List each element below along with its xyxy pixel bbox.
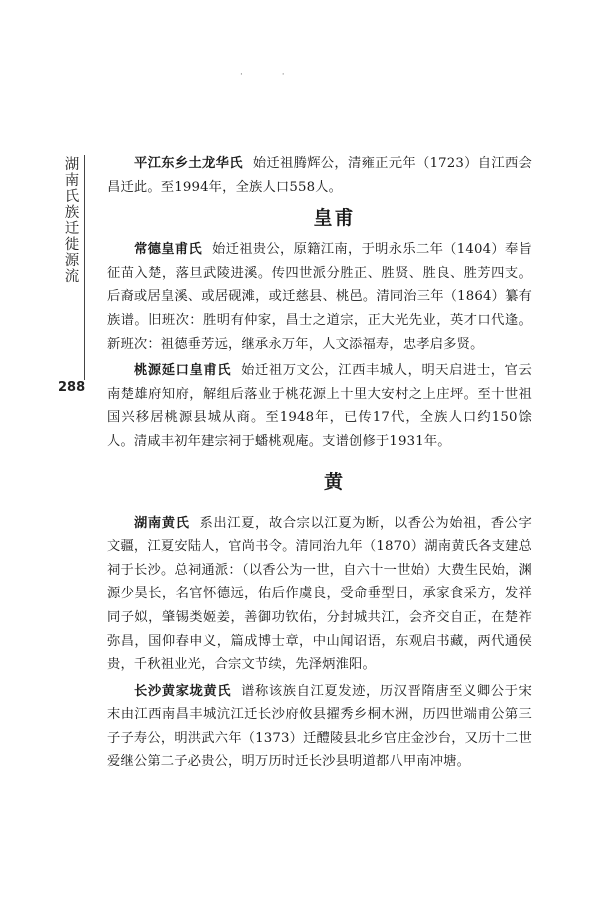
section-heading-huang: 黄 [323, 470, 345, 493]
section-heading-huangfu: 皇甫 [313, 207, 356, 230]
top-marks: · · [240, 70, 303, 80]
entry-text: 始迁祖腾辉公，清雍正元年（1723）自江西会昌迁此。至1994年，全族人口558人。 [107, 156, 533, 195]
page-body [107, 152, 532, 774]
running-title: 湖南氏族迁徙源流 [64, 157, 80, 285]
entry-text: 系出江夏，故合宗以江夏为断，以香公为始祖，香公字文疆，江夏安陆人，官尚书令。清同治九年（1870）湖南黄氏各支建总祠于长沙。总祠通派：（以香公为一世，自六十一世始）大费生民始，渊源少昊长，名官怀德远，佑后作虞良，受命垂型日，承家食采方，发祥同子姒，肇锡类姬姜，善御功钦佑，分封城共江，会齐交自正，在楚祚弥昌，国仰春申义，篇成博士章，中山闻诏语，东观启书藏，两代通侯贵，千秋祖业光，合宗文节续，先泽炳淮阳。 [107, 515, 532, 673]
entry-lead: 平江东乡土龙华氏 [134, 156, 243, 171]
page-number: 288 [58, 380, 86, 395]
entry-pingjiang-long [107, 152, 532, 199]
entry-text: 始迁祖贵公，原籍江南，于明永乐二年（1404）奉旨征苗入楚，落旦武陵进溪。传四世派分胜正、胜贤、胜良、胜芳四支。后裔或居皇溪、或居砚滩，或迁慈县、桃邑。清同治三年（1864）纂有族谱。旧班次：胜明有仲家，昌士之道宗，正大光先业，英才口代逢。新班次：祖德垂芳远，继承永万年，人文添福寿，忠孝启多贤。 [107, 242, 533, 352]
entry-text: 谱称该族自江夏发迹，历汉晋隋唐至义卿公于宋末由江西南昌丰城沆江迁长沙府攸县擢秀乡桐木洲，历四世端甫公第三子子寿公，明洪武六年（1373）迁醴陵县北乡官庄金沙台，又历十二世爱继公第二子必贵公，明万历时迁长沙县明道都八甲南冲塘。 [107, 683, 532, 770]
entry-lead: 湖南黄氏 [134, 515, 190, 531]
entry-lead: 常德皇甫氏 [134, 242, 202, 258]
margin-rule [84, 155, 85, 380]
entry-taoyuan-huangfu [107, 359, 532, 453]
entry-hunan-huang [107, 512, 532, 677]
entry-lead: 桃源延口皇甫氏 [134, 363, 232, 379]
entry-changde-huangfu [107, 238, 532, 356]
entry-changsha-huang [107, 680, 532, 774]
entry-text: 始迁祖万文公，江西丰城人，明天启进士，官云南楚雄府知府，解组后落业于桃花源上十里大安村之上庄坪。至十世祖国兴移居桃源县城从商。至1948年，已传17代，全族人口约150馀人。清咸丰初年建宗祠于蟠桃观庵。支谱创修于1931年。 [107, 363, 532, 449]
entry-lead: 长沙黄家垅黄氏 [134, 683, 232, 699]
